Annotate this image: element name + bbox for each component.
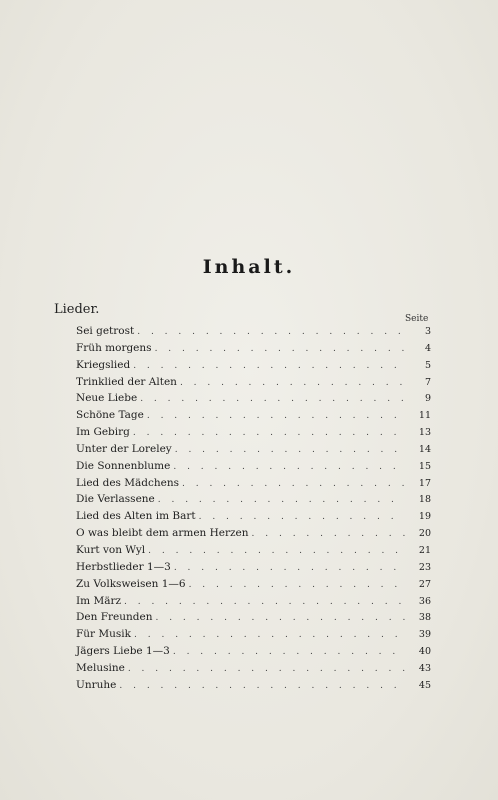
toc-entry: [76, 544, 431, 561]
toc-title: Sei getrost: [76, 325, 135, 337]
leader-dots: [180, 378, 405, 388]
toc-entry: [76, 426, 431, 443]
toc-title: Unruhe: [76, 678, 117, 691]
toc-entry: [76, 493, 431, 510]
leader-dots: [133, 361, 405, 371]
leader-dots: [189, 580, 405, 590]
toc-page-number: 39: [418, 629, 431, 641]
toc-entry: [76, 611, 431, 628]
toc-title: Im März: [76, 594, 122, 607]
leader-dots: [147, 411, 405, 421]
page-title: Inhalt.: [202, 256, 296, 278]
toc-page-number: 45: [418, 679, 431, 691]
toc-title: Für Musik: [76, 628, 132, 641]
toc-title: O was bleibt dem armen Herzen: [76, 527, 249, 540]
leader-dots: [140, 394, 405, 404]
leader-dots: [175, 445, 405, 455]
toc-page-number: 20: [418, 528, 431, 540]
toc-title: Lied des Alten im Bart: [76, 510, 196, 523]
toc-entry: [76, 392, 431, 409]
toc-page-number: 21: [418, 544, 431, 556]
toc-page-number: 4: [424, 342, 431, 354]
toc-title: Unter der Loreley: [76, 442, 172, 455]
toc-page-number: 3: [424, 326, 431, 337]
toc-page-number: 38: [418, 612, 431, 624]
toc-page-number: 23: [418, 561, 431, 573]
leader-dots: [137, 327, 405, 337]
toc-page-number: 11: [418, 410, 431, 422]
leader-dots: [119, 681, 405, 691]
toc-page-number: 15: [418, 460, 431, 472]
toc-page-number: 43: [418, 662, 431, 674]
toc-page-number: 14: [418, 443, 431, 455]
toc-entry: [76, 510, 431, 527]
toc-entry: [76, 679, 431, 696]
toc-entry: [76, 342, 431, 359]
toc-page-number: 7: [424, 376, 431, 388]
toc-entry: [76, 359, 431, 376]
toc-page-number: 5: [424, 359, 431, 371]
toc-title: Melusine: [76, 661, 125, 674]
leader-dots: [155, 613, 405, 623]
toc-entry: [76, 443, 431, 460]
toc-entry: [76, 527, 431, 544]
toc-page-number: 9: [424, 393, 431, 405]
toc-title: Lied des Mädchens: [76, 476, 180, 489]
toc-title: Jägers Liebe 1—3: [76, 645, 170, 658]
toc-title: Neue Liebe: [76, 392, 138, 405]
toc-entry: [76, 409, 431, 426]
toc-title: Früh morgens: [76, 341, 152, 354]
toc-entry: [76, 325, 431, 342]
toc-title: Die Sonnenblume: [76, 459, 171, 472]
leader-dots: [174, 563, 405, 573]
table-of-contents: [76, 325, 431, 696]
toc-entry: [76, 460, 431, 477]
toc-title: Im Gebirg: [76, 426, 130, 439]
leader-dots: [128, 664, 405, 674]
toc-page-number: 19: [418, 511, 431, 523]
toc-page-number: 36: [418, 595, 431, 607]
toc-page-number: 40: [418, 646, 431, 658]
toc-entry: [76, 561, 431, 578]
toc-title: Trinklied der Alten: [76, 375, 177, 388]
toc-page-number: 18: [418, 494, 431, 506]
leader-dots: [252, 529, 405, 539]
leader-dots: [182, 479, 405, 489]
leader-dots: [158, 495, 405, 505]
toc-entry: [76, 477, 431, 494]
leader-dots: [124, 597, 405, 607]
section-heading: Lieder.: [54, 302, 100, 317]
leader-dots: [173, 462, 405, 472]
toc-page-number: 17: [418, 477, 431, 489]
leader-dots: [134, 630, 405, 640]
toc-entry: [76, 595, 431, 612]
leader-dots: [173, 647, 405, 657]
toc-title: Kurt von Wyl: [76, 543, 146, 556]
toc-page-number: 13: [418, 427, 431, 439]
page-column-label: Seite: [405, 314, 429, 324]
toc-title: Schöne Tage: [76, 409, 144, 422]
toc-entry: [76, 376, 431, 393]
toc-entry: [76, 628, 431, 645]
toc-entry: [76, 578, 431, 595]
toc-page-number: 27: [418, 578, 431, 590]
leader-dots: [199, 512, 405, 522]
leader-dots: [133, 428, 405, 438]
leader-dots: [148, 546, 405, 556]
toc-title: Herbstlieder 1—3: [76, 560, 171, 573]
toc-entry: [76, 645, 431, 662]
toc-title: Zu Volksweisen 1—6: [76, 577, 186, 590]
toc-entry: [76, 662, 431, 679]
leader-dots: [155, 344, 405, 354]
toc-title: Die Verlassene: [76, 493, 155, 506]
toc-title: Kriegslied: [76, 358, 131, 371]
toc-title: Den Freunden: [76, 611, 153, 624]
